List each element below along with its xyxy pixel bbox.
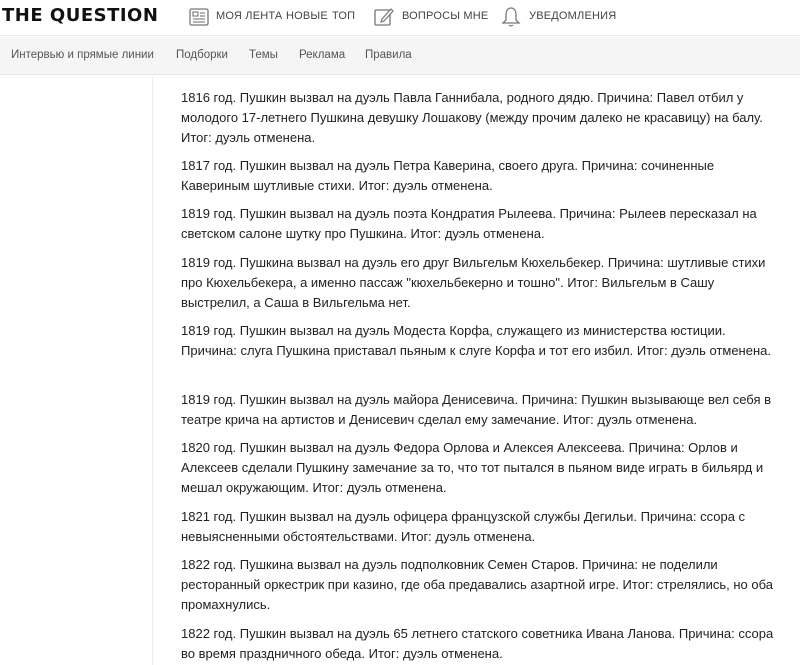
answer-paragraph-1819-kuchelbecker: 1819 год. Пушкина вызвал на дуэль его друг Вильгельм Кюхельбекер. Причина: шутливые стихи про Кюхельбекера, а именно пассаж "кюхельбекерно и тошно". Итог: Вильгельм в Сашу выстрелил, а Саша в Вильгельма нет.: [181, 255, 766, 310]
answer-paragraph-1819-korf: 1819 год. Пушкин вызвал на дуэль Модеста Корфа, служащего из министерства юстиции. Причина: слуга Пушкина приставал пьяным к слуге Корфа и тот его избил. Итог: дуэль отменена.: [181, 323, 771, 358]
answer-paragraph-1817: 1817 год. Пушкин вызвал на дуэль Петра Каверина, своего друга. Причина: сочиненные Кавериным шутливые стихи. Итог: дуэль отменена.: [181, 158, 715, 193]
secondary-navigation-bar: [0, 37, 800, 75]
subnav-item-interviews[interactable]: Интервью и прямые линии: [11, 49, 154, 61]
site-logo[interactable]: THE QUESTION: [2, 5, 159, 26]
answer-content: [152, 76, 800, 665]
answer-paragraph-1821: 1821 год. Пушкин вызвал на дуэль офицера французской службы Дегильи. Причина: ссора с невыясненными обстоятельствами. Итог: дуэль отменена.: [181, 509, 746, 544]
answer-paragraph-1822-starov: 1822 год. Пушкина вызвал на дуэль подполковник Семен Старов. Причина: не поделили ресторанный оркестрик при казино, где оба предавались азартной игре. Итог: стрелялись, но оба промахнулись.: [181, 557, 773, 612]
subnav-item-topics[interactable]: Темы: [249, 49, 278, 61]
nav-new-link[interactable]: НОВЫЕ: [286, 10, 328, 22]
nav-notifications-link[interactable]: УВЕДОМЛЕНИЯ: [529, 10, 617, 22]
bell-icon[interactable]: [500, 6, 522, 28]
subnav-item-advertising[interactable]: Реклама: [299, 49, 346, 61]
answer-paragraph-1816: 1816 год. Пушкин вызвал на дуэль Павла Ганнибала, родного дядю. Причина: Павел отбил у молодого 17-летнего Пушкина девушку Лошакову (между прочим далеко не красавицу) на балу. Итог: дуэль отменена.: [181, 90, 763, 145]
nav-questions-to-me-link[interactable]: ВОПРОСЫ МНЕ: [402, 10, 489, 22]
top-navigation-bar: [0, 0, 800, 36]
feed-icon[interactable]: [188, 6, 210, 28]
subnav-item-collections[interactable]: Подборки: [176, 49, 228, 61]
answer-paragraph-1819-denisevich: 1819 год. Пушкин вызвал на дуэль майора Денисевича. Причина: Пушкин вызывающе вел себя в театре крича на артистов и Денисевич сделал ему замечание. Итог: дуэль отменена.: [181, 392, 772, 427]
nav-top-link[interactable]: ТОП: [332, 10, 356, 22]
answer-paragraph-1822-lanov: 1822 год. Пушкин вызвал на дуэль 65 летнего статского советника Ивана Ланова. Причина: ссора во время праздничного обеда. Итог: дуэль отменена.: [181, 626, 774, 661]
answer-paragraph-1819-ryleev: 1819 год. Пушкин вызвал на дуэль поэта Кондратия Рылеева. Причина: Рылеев пересказал на светском салоне шутку про Пушкина. Итог: дуэль отменена.: [181, 206, 757, 241]
subnav-item-rules[interactable]: Правила: [365, 49, 412, 61]
answer-paragraph-1820: 1820 год. Пушкин вызвал на дуэль Федора Орлова и Алексея Алексеева. Причина: Орлов и Алексеев сделали Пушкину замечание за то, что тот пытался в пьяном виде играть в бильярд и мешал окружающим. Итог: дуэль отменена.: [181, 440, 764, 495]
nav-feed-link[interactable]: МОЯ ЛЕНТА: [216, 10, 283, 22]
edit-icon[interactable]: [373, 6, 395, 28]
